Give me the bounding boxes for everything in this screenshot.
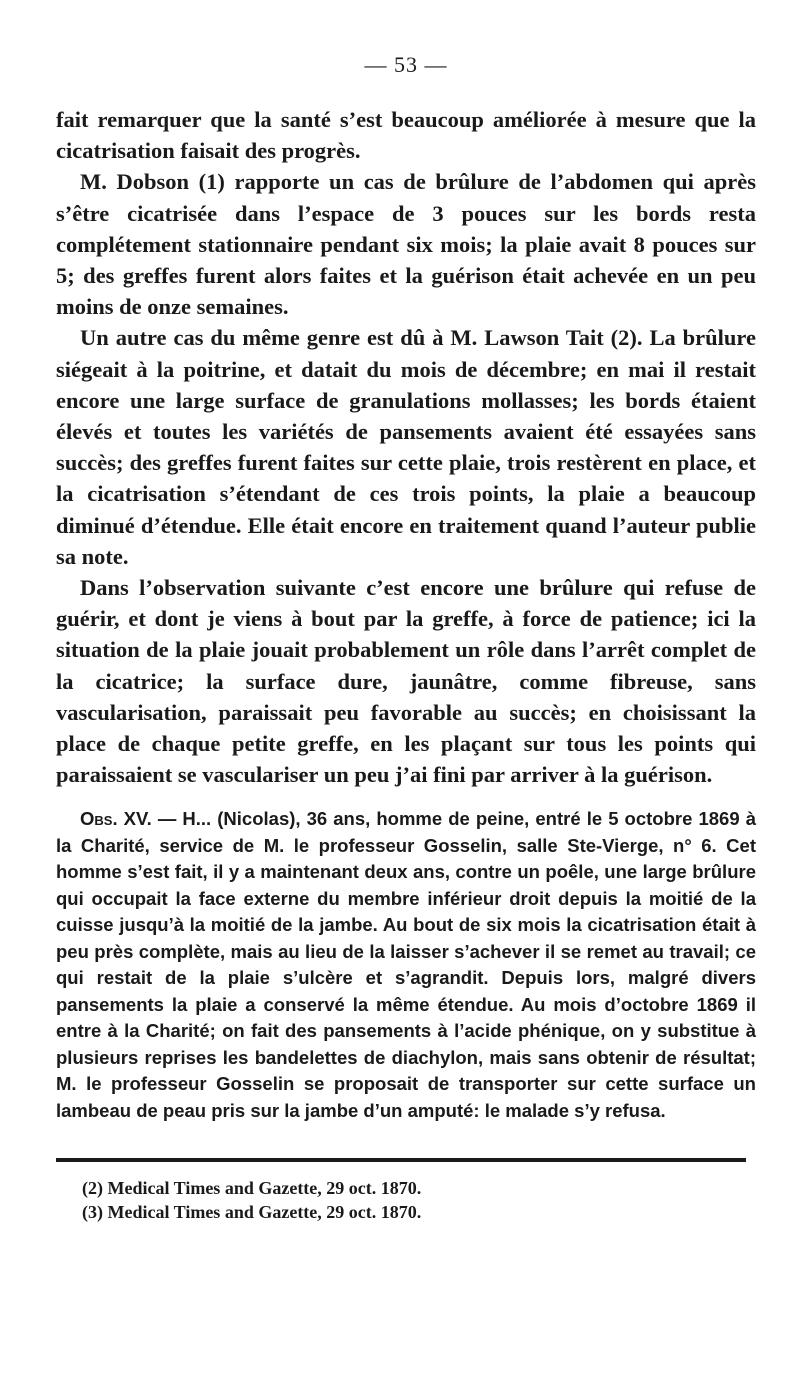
- footnote-divider: [56, 1158, 746, 1162]
- observation-label: Obs. XV.: [80, 808, 152, 830]
- paragraph: fait remarquer que la santé s’est beaucoup améliorée à mesure que la cicatrisation faisait des progrès.: [56, 107, 756, 164]
- observation-text: — H... (Nicolas), 36 ans, homme de peine, entré le 5 octobre 1869 à la Charité, service de M. le professeur Gosselin, salle Ste-Vierge, n° 6. Cet homme s’est fait, il y a maintenant deux ans, contre un poêle, une large brûlure qui occupait la face externe du membre inférieur droit depuis la moitié de la cuisse jusqu’à la moitié de la jambe. Au bout de six mois la cicatrisation était à peu près complète, mais au lieu de la laisser s’achever il se remet au travail; ce qui restait de la plaie s’ulcère et s’agrandit. Depuis lors, malgré divers pansements la plaie a conservé la même étendue. Au mois d’octobre 1869 il entre à la Charité; on fait des pansements à l’acide phénique, on y substitue à plusieurs reprises les bandelettes de diachylon, mais sans obtenir de résultat; M. le professeur Gosselin se proposait de transporter sur cette surface un lambeau de peau pris sur la jambe d’un amputé: le malade s’y refusa.: [56, 808, 756, 1121]
- paragraph: Un autre cas du même genre est dû à M. Lawson Tait (2). La brûlure siégeait à la poitrine, et datait du mois de décembre; en mai il restait encore une large surface de granulations mollasses; les bords étaient élevés et toutes les variétés de pansements avaient été essayées sans succès; des greffes furent faites sur cette plaie, trois restèrent en place, et la cicatrisation s’étendant de ces trois points, la plaie a beaucoup diminué d’étendue. Elle était encore en traitement quand l’auteur publie sa note.: [56, 325, 756, 569]
- footnote: (2) Medical Times and Gazette, 29 oct. 1870.: [82, 1178, 422, 1199]
- paragraph: M. Dobson (1) rapporte un cas de brûlure de l’abdomen qui après s’être cicatrisée dans l’espace de 3 pouces sur les bords resta complétement stationnaire pendant six mois; la plaie avait 8 pouces sur 5; des greffes furent alors faites et la guérison était achevée en un peu moins de onze semaines.: [56, 169, 756, 320]
- observation-block: [56, 806, 756, 1124]
- footnotes: [56, 1176, 756, 1224]
- body-text: [56, 104, 756, 790]
- page: [56, 52, 756, 1224]
- paragraph: Dans l’observation suivante c’est encore une brûlure qui refuse de guérir, et dont je viens à bout par la greffe, à force de patience; ici la situation de la plaie jouait probablement un rôle dans l’arrêt complet de la cicatrice; la surface dure, jaunâtre, comme fibreuse, sans vascularisation, paraissait peu favorable au succès; en choisissant la place de chaque petite greffe, en les plaçant sur tous les points qui paraissaient se vasculariser un peu j’ai fini par arriver à la guérison.: [56, 575, 756, 788]
- page-number: — 53 —: [364, 52, 448, 77]
- footnote: (3) Medical Times and Gazette, 29 oct. 1870.: [82, 1202, 422, 1223]
